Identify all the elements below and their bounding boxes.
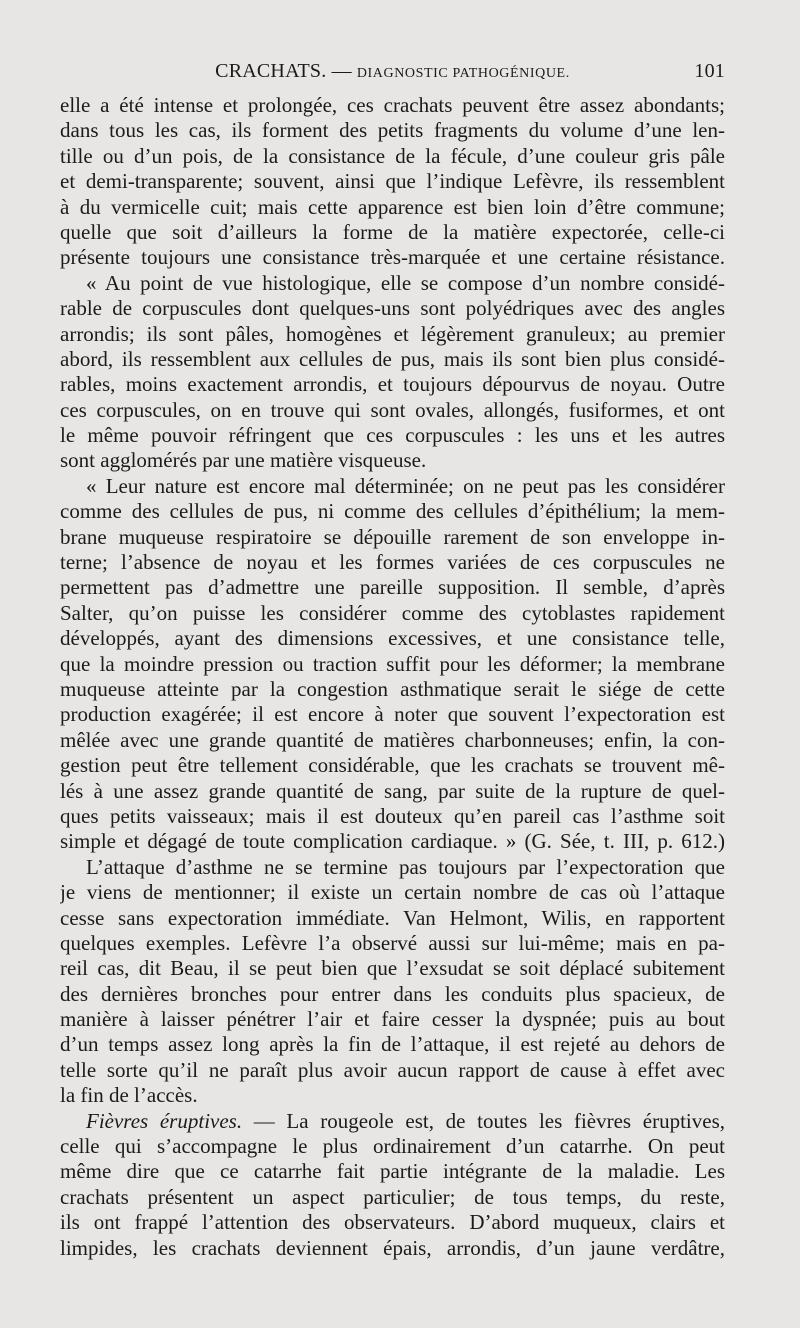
text-line: rables, moins exactement arrondis, et toujours dépourvus de noyau. Outre <box>60 372 725 397</box>
text-line: rable de corpuscules dont quelques-uns sont polyédriques avec des angles <box>60 296 725 321</box>
text-line: muqueuse atteinte par la congestion asthmatique serait le siége de cette <box>60 676 725 701</box>
text-line: arrondis; ils sont pâles, homogènes et légèrement granuleux; au premier <box>60 321 725 346</box>
text-line-rest: — La rougeole est, de toutes les fièvres éruptives, <box>253 1108 725 1133</box>
text-line: reil cas, dit Beau, il se peut bien que l’exsudat se soit déplacé subitement <box>60 956 725 981</box>
text-line: limpides, les crachats deviennent épais, arrondis, d’un jaune verdâtre, <box>60 1235 725 1260</box>
text-line: sont agglomérés par une matière visqueuse. <box>60 448 427 473</box>
text-line: telle sorte qu’il ne paraît plus avoir aucun rapport de cause à effet avec <box>60 1057 725 1082</box>
text-line: permettent pas d’admettre une pareille supposition. Il semble, d’après <box>60 575 725 600</box>
text-line: « Leur nature est encore mal déterminée; on ne peut pas les considérer <box>86 473 725 498</box>
body-text <box>60 93 725 1261</box>
text-line: « Au point de vue histologique, elle se compose d’un nombre considé- <box>86 270 725 295</box>
text-line: développés, ayant des dimensions excessives, et une consistance telle, <box>60 626 725 651</box>
running-title-main: CRACHATS. — <box>215 60 352 82</box>
text-line: mêlée avec une grande quantité de matières charbonneuses; enfin, la con- <box>60 727 725 752</box>
running-title-sub: DIAGNOSTIC PATHOGÉNIQUE. <box>356 66 570 81</box>
text-line: terne; l’absence de noyau et les formes variées de ces corpuscules ne <box>60 550 725 575</box>
text-line: tille ou d’un pois, de la consistance de la fécule, d’une couleur gris pâle <box>60 143 725 168</box>
text-line: et demi-transparente; souvent, ainsi que l’indique Lefèvre, ils ressemblent <box>60 169 725 194</box>
text-line: L’attaque d’asthme ne se termine pas toujours par l’expectoration que <box>86 854 725 879</box>
text-line: d’un temps assez long après la fin de l’attaque, il est rejeté au dehors de <box>60 1032 725 1057</box>
text-line: quelle que soit d’ailleurs la forme de la matière expectorée, celle-ci <box>60 219 725 244</box>
running-title <box>60 60 725 83</box>
text-line: simple et dégagé de toute complication cardiaque. » (G. Sée, t. III, p. 612.) <box>60 829 725 854</box>
text-line: brane muqueuse respiratoire se dépouille rarement de son enveloppe in- <box>60 524 725 549</box>
text-line: dans tous les cas, ils forment des petits fragments du volume d’une len- <box>60 118 725 143</box>
text-line-with-heading <box>60 1109 725 1134</box>
text-line: lés à une assez grande quantité de sang, par suite de la rupture de quel- <box>60 778 725 803</box>
section-heading-eruptive-fevers: Fièvres éruptives. <box>86 1108 243 1133</box>
text-line: gestion peut être tellement considérable, que les crachats se trouvent mê- <box>60 753 725 778</box>
text-line: que la moindre pression ou traction suffit pour les déformer; la membrane <box>60 651 725 676</box>
text-line: le même pouvoir réfringent que ces corpuscules : les uns et les autres <box>60 423 725 448</box>
text-line: production exagérée; il est encore à noter que souvent l’expectoration est <box>60 702 725 727</box>
text-line: ils ont frappé l’attention des observateurs. D’abord muqueux, clairs et <box>60 1210 725 1235</box>
text-line: la fin de l’accès. <box>60 1083 198 1108</box>
text-line: manière à laisser pénétrer l’air et faire cesser la dyspnée; puis au bout <box>60 1007 725 1032</box>
text-line: crachats présentent un aspect particulier; de tous temps, du reste, <box>60 1184 725 1209</box>
text-line: celle qui s’accompagne le plus ordinairement d’un catarrhe. On peut <box>60 1134 725 1159</box>
text-line: présente toujours une consistance très-marquée et une certaine résistance. <box>60 245 725 270</box>
text-line: à du vermicelle cuit; mais cette apparence est bien loin d’être commune; <box>60 194 725 219</box>
text-line: ces corpuscules, on en trouve qui sont ovales, allongés, fusiformes, et ont <box>60 397 725 422</box>
running-header <box>60 60 725 88</box>
text-line: abord, ils ressemblent aux cellules de pus, mais ils sont bien plus considé- <box>60 346 725 371</box>
text-line: quelques exemples. Lefèvre l’a observé aussi sur lui-même; mais en pa- <box>60 930 725 955</box>
text-line: je viens de mentionner; il existe un certain nombre de cas où l’attaque <box>60 880 725 905</box>
page-number: 101 <box>694 60 725 82</box>
text-line: elle a été intense et prolongée, ces crachats peuvent être assez abondants; <box>60 93 725 117</box>
text-line: Salter, qu’on puisse les considérer comme des cytoblastes rapidement <box>60 600 725 625</box>
text-line: cesse sans expectoration immédiate. Van Helmont, Wilis, en rapportent <box>60 905 725 930</box>
text-line: même dire que ce catarrhe fait partie intégrante de la maladie. Les <box>60 1159 725 1184</box>
text-line: comme des cellules de pus, ni comme des cellules d’épithélium; la mem- <box>60 499 725 524</box>
text-line: ques petits vaisseaux; mais il est douteux qu’en pareil cas l’asthme soit <box>60 803 725 828</box>
text-line: des dernières bronches pour entrer dans les conduits plus spacieux, de <box>60 981 725 1006</box>
